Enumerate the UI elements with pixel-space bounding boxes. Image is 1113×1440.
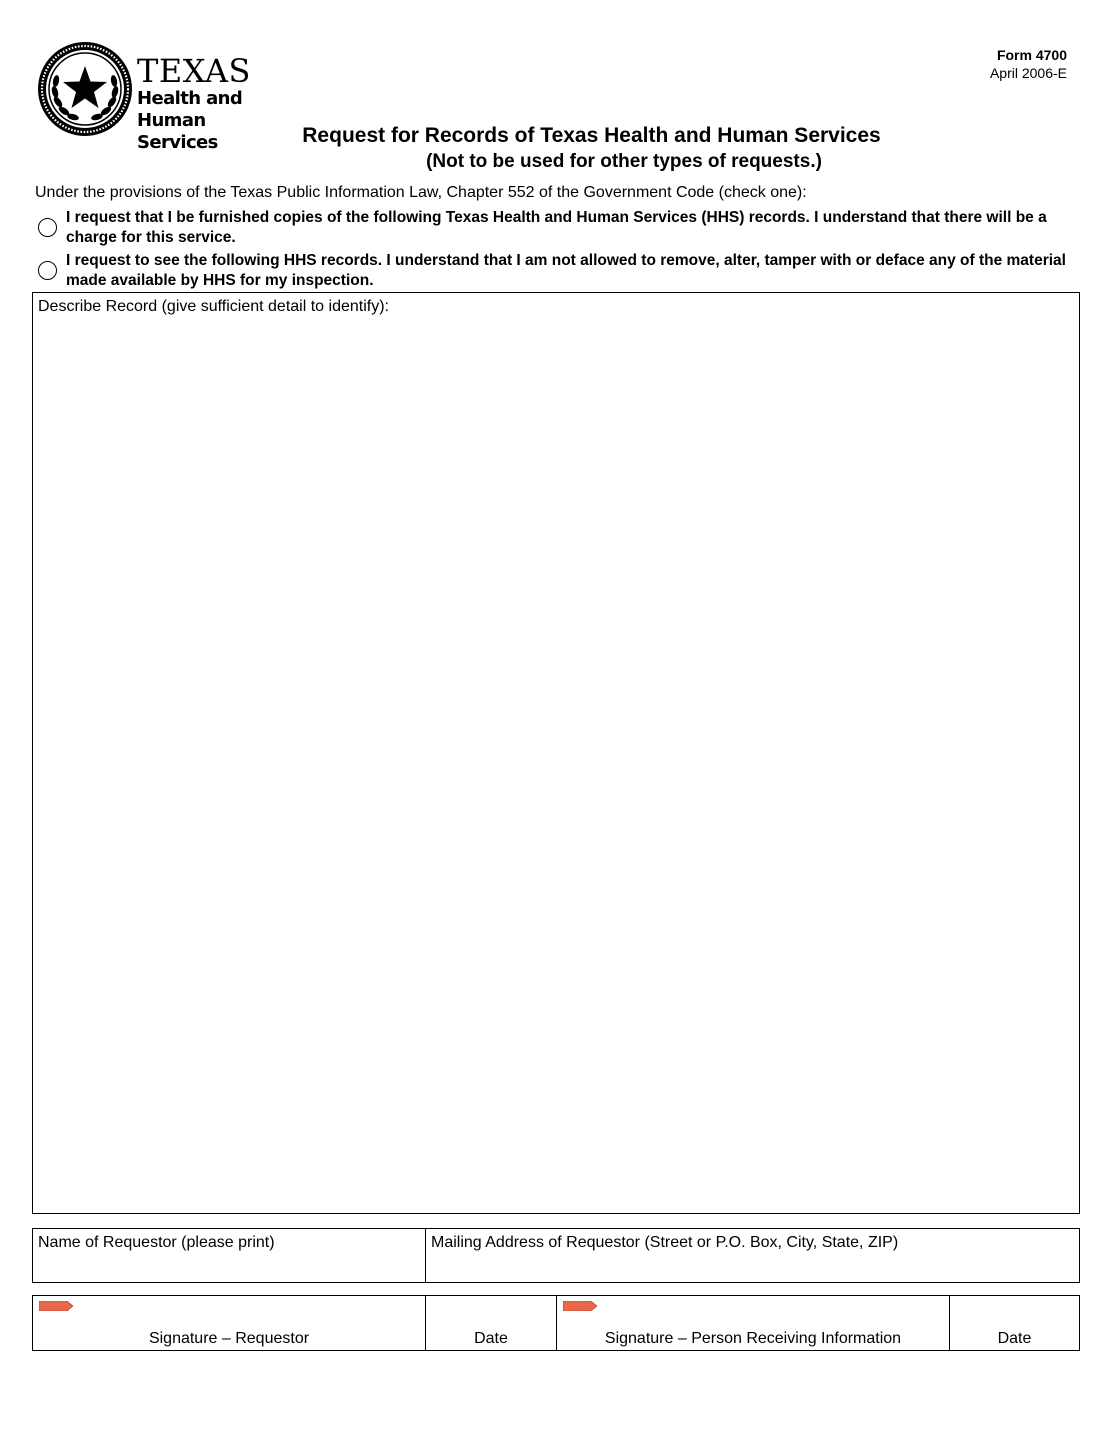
option-copies-text: I request that I be furnished copies of the following Texas Health and Human Services (HHS) records. I understand that there will be a charge for this service. <box>66 209 1047 246</box>
option-inspect <box>38 251 1073 291</box>
signature-row <box>32 1295 1080 1351</box>
instruction-text: Under the provisions of the Texas Public Information Law, Chapter 552 of the Government Code (check one): <box>35 184 807 201</box>
logo-line-texas: TEXAS <box>137 52 251 90</box>
receiver-signature-label: Signature – Person Receiving Information <box>604 1330 902 1347</box>
form-identifier <box>990 46 1067 82</box>
requestor-name-label: Name of Requestor (please print) <box>38 1234 275 1251</box>
logo-line-services: Services <box>137 132 218 153</box>
radio-inspect[interactable] <box>38 261 57 280</box>
flag-shape <box>39 1301 73 1311</box>
requestor-signature-label: Signature – Requestor <box>148 1330 310 1347</box>
requestor-signature-field[interactable] <box>32 1296 425 1350</box>
logo-line-health: Health and Human <box>137 88 243 131</box>
requestor-date-field[interactable] <box>425 1296 556 1350</box>
receiver-date-label: Date <box>997 1330 1032 1347</box>
form-number: Form 4700 <box>996 47 1067 63</box>
describe-record-field[interactable] <box>33 319 1079 1213</box>
form-date: April 2006-E <box>989 65 1067 81</box>
option-inspect-text: I request to see the following HHS records. I understand that I am not allowed to remove, alter, tamper with or deface any of the material made available by HHS for my inspection. <box>66 252 1066 289</box>
receiver-signature-field[interactable] <box>556 1296 949 1350</box>
requestor-address-field[interactable] <box>425 1229 1080 1282</box>
form-subtitle: (Not to be used for other types of requests.) <box>426 151 822 172</box>
form-title: Request for Records of Texas Health and Human Services <box>302 124 881 147</box>
describe-record-box <box>32 292 1080 1214</box>
radio-copies[interactable] <box>38 218 57 237</box>
flag-shape <box>563 1301 597 1311</box>
requestor-name-field[interactable] <box>32 1229 425 1282</box>
requestor-info-row <box>32 1228 1080 1283</box>
describe-record-label: Describe Record (give sufficient detail to identify): <box>38 298 389 315</box>
sign-here-flag-icon <box>563 1301 597 1311</box>
sign-here-flag-icon <box>39 1301 73 1311</box>
receiver-date-field[interactable] <box>949 1296 1080 1350</box>
requestor-date-label: Date <box>474 1330 508 1347</box>
option-copies <box>38 208 1073 248</box>
requestor-address-label: Mailing Address of Requestor (Street or P.O. Box, City, State, ZIP) <box>431 1234 899 1251</box>
